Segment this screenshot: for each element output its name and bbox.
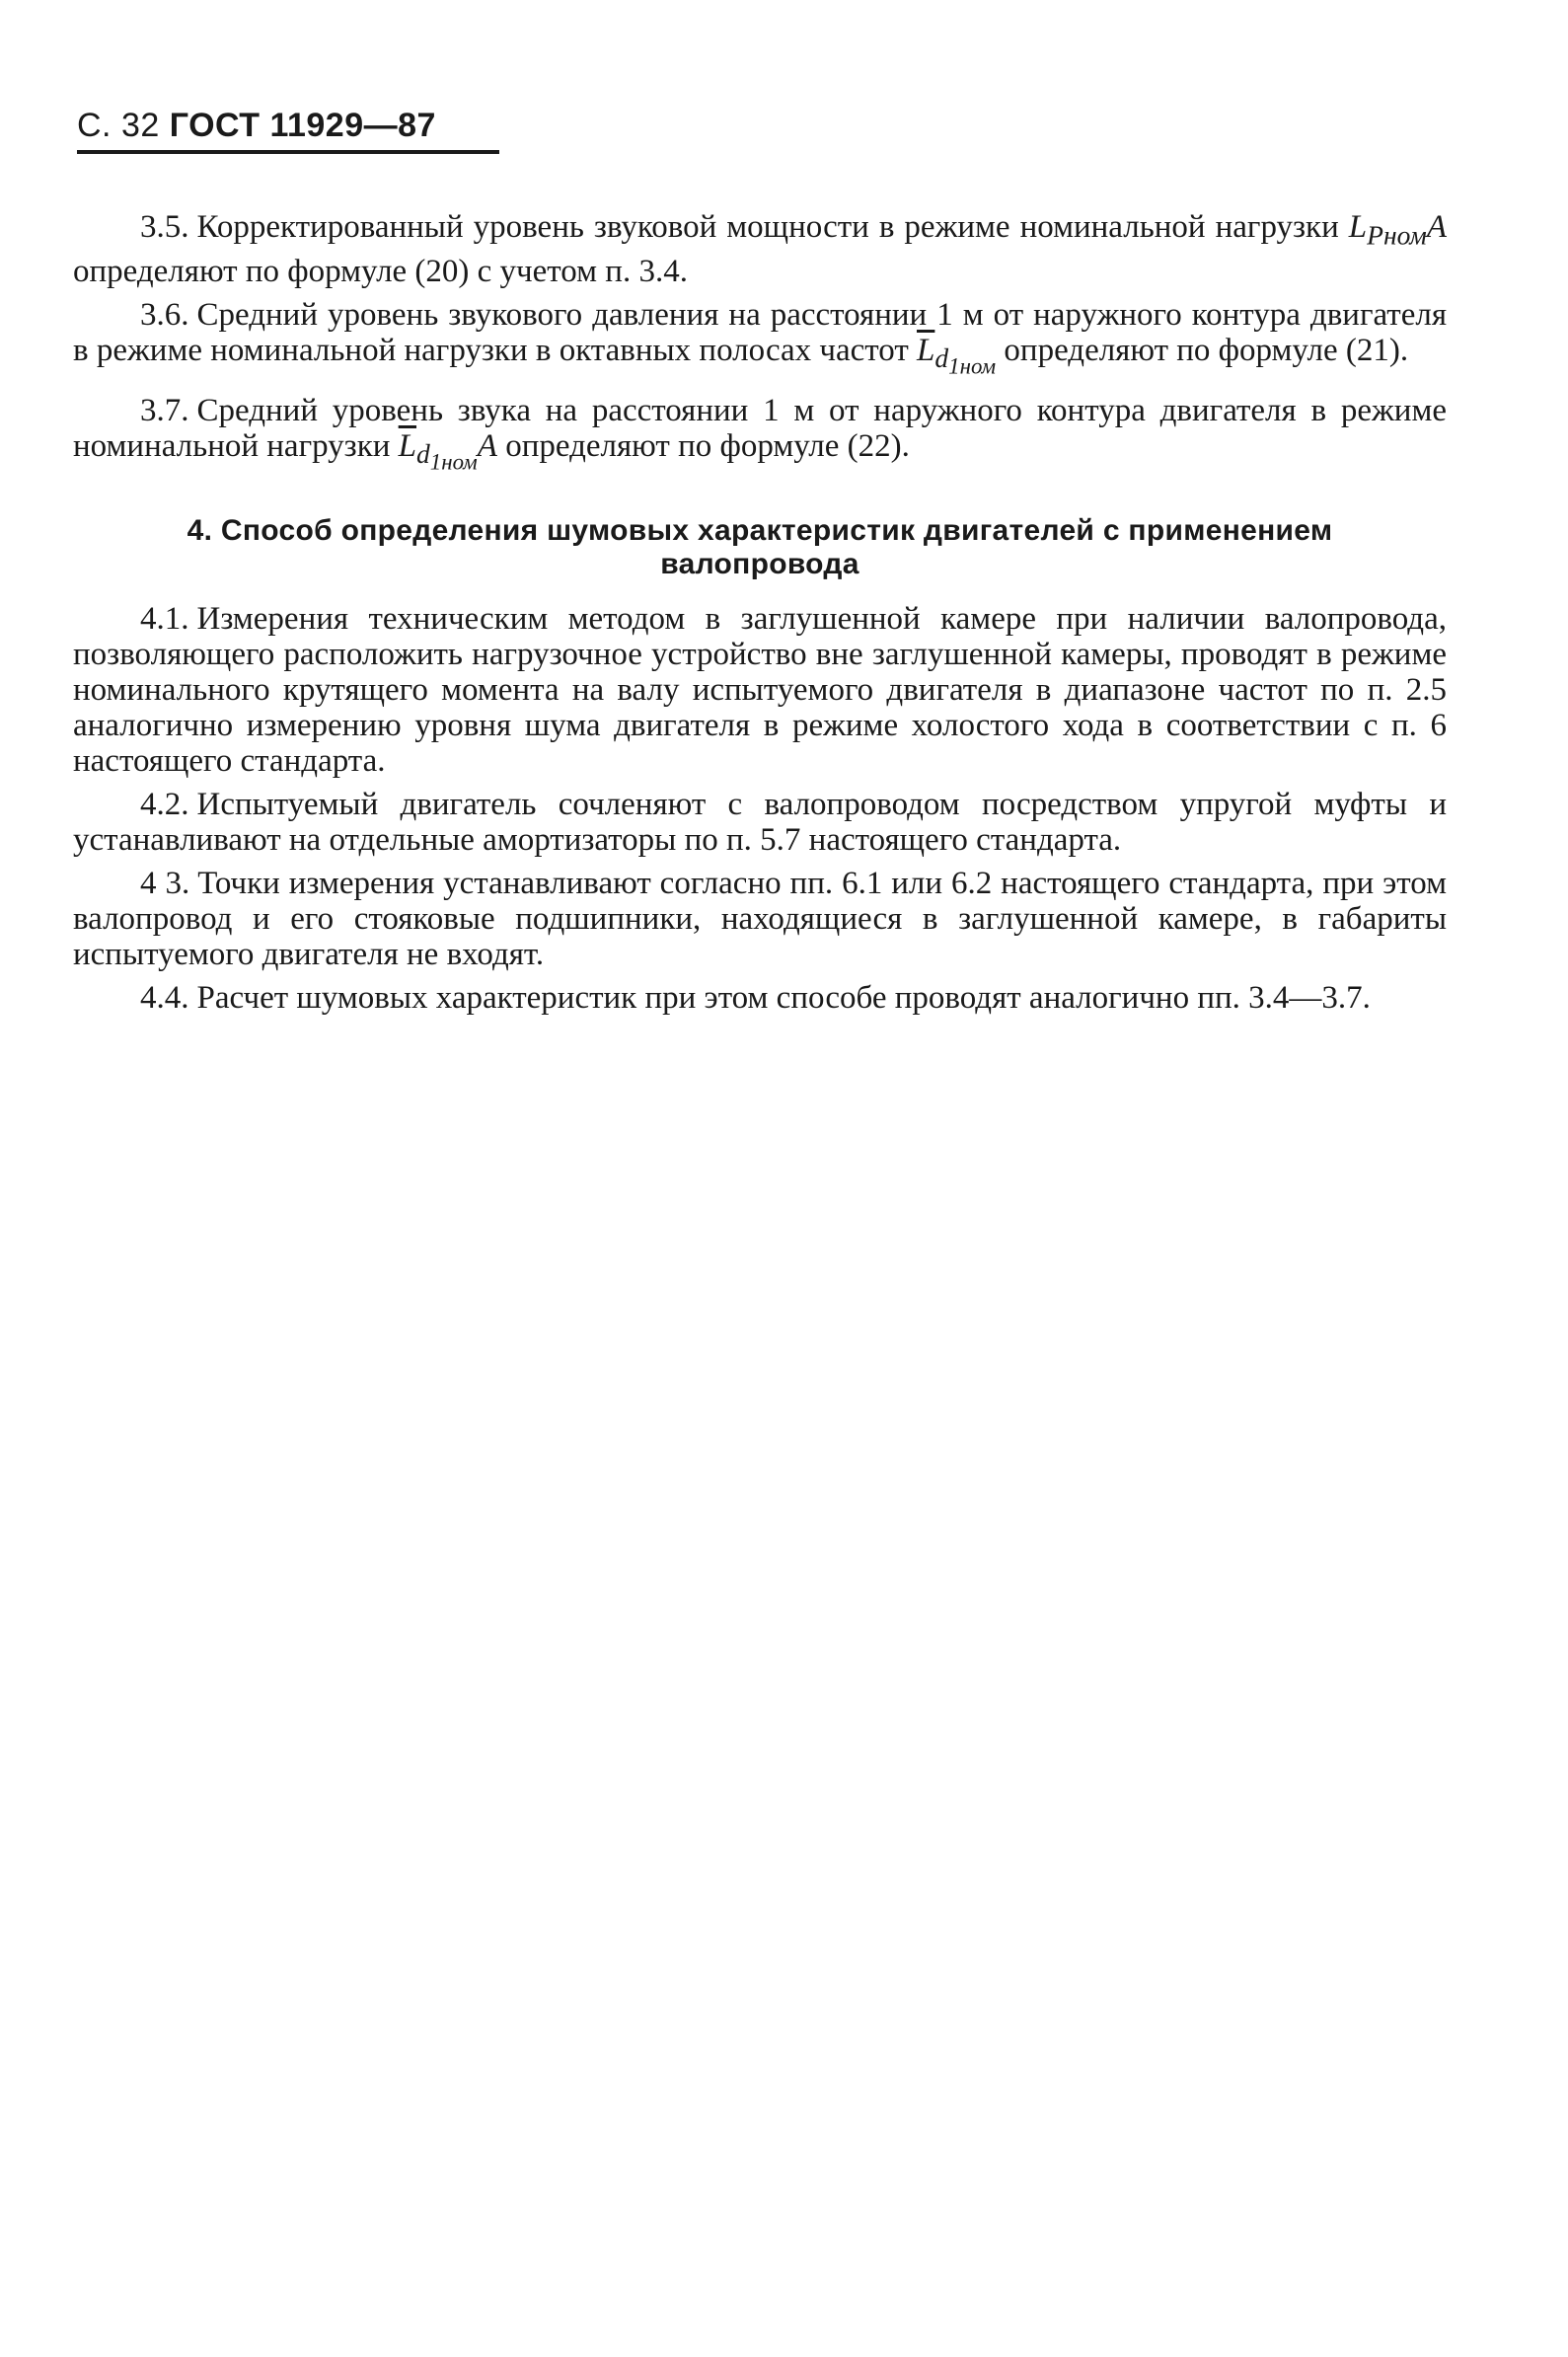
clause-text: Средний уровень звукового давления на расстоянии 1 м от наружного контура двигателя в режиме номинальной нагрузки в октавных полосах частот [73, 296, 1447, 368]
formula-symbol: $\overline{L}_{d_{1ном}}$ [917, 332, 997, 379]
clause-4-4 [73, 980, 1447, 1016]
clause-text: Испытуемый двигатель сочленяют с валопроводом посредством упругой муфты и устанавливают на отдельные амортизаторы по п. 5.7 настоящего стандарта. [73, 786, 1447, 858]
clause-4-2 [73, 787, 1447, 858]
clause-text-end: определяют по формуле (22). [505, 427, 910, 464]
clause-3-7 [73, 393, 1447, 481]
clause-number: 4.2. [140, 786, 189, 822]
clause-number: 3.5. [140, 209, 189, 245]
clause-number: 3.6. [140, 296, 189, 333]
clause-number: 4.1. [140, 600, 189, 637]
clause-3-5 [73, 209, 1447, 289]
clause-number: 4 3. [140, 865, 190, 901]
clause-text-end: определяют по формуле (21). [1004, 332, 1409, 368]
standard-number: ГОСТ 11929—87 [169, 107, 436, 144]
header-rule [77, 150, 499, 154]
formula-symbol: $L_{Pном}A$ [1348, 209, 1448, 251]
section-heading: 4. Способ определения шумовых характеристик двигателей с применением валопровода [187, 513, 1333, 580]
clause-text: Средний уровень звука на расстоянии 1 м от наружного контура двигателя в режиме номинальной нагрузки [73, 392, 1447, 464]
clause-text: Расчет шумовых характеристик при этом способе проводят аналогично пп. 3.4—3.7. [196, 979, 1371, 1016]
clause-number: 3.7. [140, 392, 189, 428]
formula-symbol: $\overline{L}_{d_{1ном}}A$ [398, 427, 497, 475]
clause-text: Точки измерения устанавливают согласно пп. 6.1 или 6.2 настоящего стандарта, при этом валопровод и его стояковые подшипники, находящиеся в заглушенной камере, в габариты испытуемого двигателя не входят. [73, 865, 1447, 972]
clause-text-end: определяют по формуле (20) с учетом п. 3.4. [73, 253, 688, 289]
clause-number: 4.4. [140, 979, 189, 1016]
clause-text: Корректированный уровень звуковой мощности в режиме номинальной нагрузки [196, 209, 1339, 245]
clause-4-1 [73, 601, 1447, 779]
clause-4-3 [73, 866, 1447, 972]
page-body [73, 209, 1447, 1024]
clause-text: Измерения техническим методом в заглушенной камере при наличии валопровода, позволяющего расположить нагрузочное устройство вне заглушенной камеры, проводят в режиме номинального крутящего момента на валу испытуемого двигателя в диапазоне частот по п. 2.5 аналогично измерению уровня шума двигателя в режиме холостого хода в соответствии с п. 6 настоящего стандарта. [73, 600, 1447, 779]
page-number: С. 32 [77, 107, 160, 144]
clause-3-6 [73, 297, 1447, 385]
page-header [77, 107, 436, 145]
